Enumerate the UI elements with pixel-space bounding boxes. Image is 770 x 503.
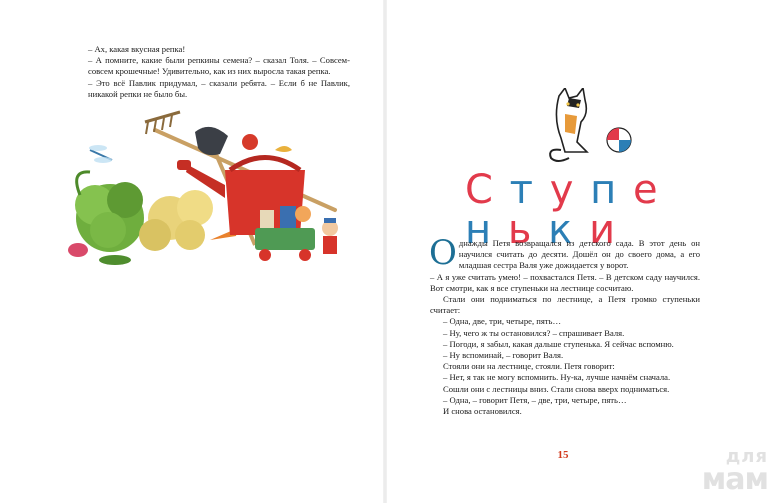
bird-icon <box>275 146 292 152</box>
title-letter: и <box>589 207 618 253</box>
watermark-line: мам <box>701 462 768 497</box>
left-paragraph: – Это всё Павлик придумал, – сказали ребята. – Если б не Павлик, никакой репки не было бы. <box>88 77 350 99</box>
title-letter: к <box>548 207 575 253</box>
garden-illustration <box>60 110 360 270</box>
right-paragraph: Стали они подниматься по лестнице, а Петя громко ступеньки считает: <box>430 294 700 316</box>
right-paragraph: Сошли они с лестницы вниз. Стали снова вверх подниматься. <box>443 383 670 394</box>
title-letter: С <box>465 167 495 213</box>
right-paragraph: – Нет, я так не могу вспомнить. Ну-ка, лучше начнём сначала. <box>443 372 671 383</box>
dragonfly-icon <box>89 145 112 163</box>
right-paragraph: – Одна, – говорит Петя, – две, три, четыре, пять… <box>443 394 627 405</box>
left-page-text <box>88 44 350 100</box>
cat-with-ball-illustration <box>547 88 637 166</box>
cabbage-icon <box>75 172 144 252</box>
left-paragraph: – А помните, какие были репкины семена? – сказал Толя. – Совсем-совсем крошечные! Удивительно, как из них выросла такая репка. <box>88 55 350 77</box>
first-paragraph <box>429 233 700 273</box>
right-paragraph: – Одна, две, три, четыре, пять… <box>443 316 562 327</box>
title-letter: п <box>590 167 619 213</box>
drop-cap: О <box>429 233 457 273</box>
title-letter: ь <box>507 207 534 253</box>
left-paragraph: – Ах, какая вкусная репка! <box>88 44 186 54</box>
page-number: 15 <box>557 449 569 461</box>
ball-icon <box>607 128 631 152</box>
cucumber-icon <box>99 255 131 265</box>
right-paragraph: – Погоди, я забыл, какая дальше ступенька. Я сейчас вспомню. <box>443 338 674 349</box>
right-paragraph: И снова остановился. <box>443 406 522 417</box>
toy-figure-icon <box>322 218 338 254</box>
title-letter: у <box>549 167 576 213</box>
book-gutter <box>383 0 387 503</box>
title-letter: н <box>465 207 494 253</box>
title-letter: е <box>632 167 660 213</box>
toy-cart-icon <box>255 206 315 261</box>
right-page-text <box>429 233 700 417</box>
cat-icon <box>550 88 587 161</box>
first-paragraph-text: днажды Петя возвращался из детского сада. В этот день он научился считать до десяти. Дошёл он до своего дома, а его младшая сестра Валя уже дожидается у ворот. <box>458 238 700 271</box>
title-letter: т <box>509 167 535 213</box>
right-paragraph: – Ну вспоминай, – говорит Валя. <box>443 350 564 361</box>
chapter-title <box>465 167 675 253</box>
apple-icon <box>242 134 258 150</box>
right-paragraph: – А я уже считать умею! – похвастался Петя. – В детском саду научился. Вот смотри, как я все ступеньки на лестнице сосчитаю. <box>430 271 700 293</box>
watermark-line: для <box>725 446 768 467</box>
turnip-icon <box>139 190 213 251</box>
radish-icon <box>68 243 88 257</box>
watermark-logo <box>688 448 768 498</box>
right-paragraph: Стояли они на лестнице, стояли. Петя говорит: <box>443 361 615 372</box>
rake-icon <box>145 112 180 134</box>
right-paragraph: – Ну, чего ж ты остановился? – спрашивает Валя. <box>443 327 625 338</box>
